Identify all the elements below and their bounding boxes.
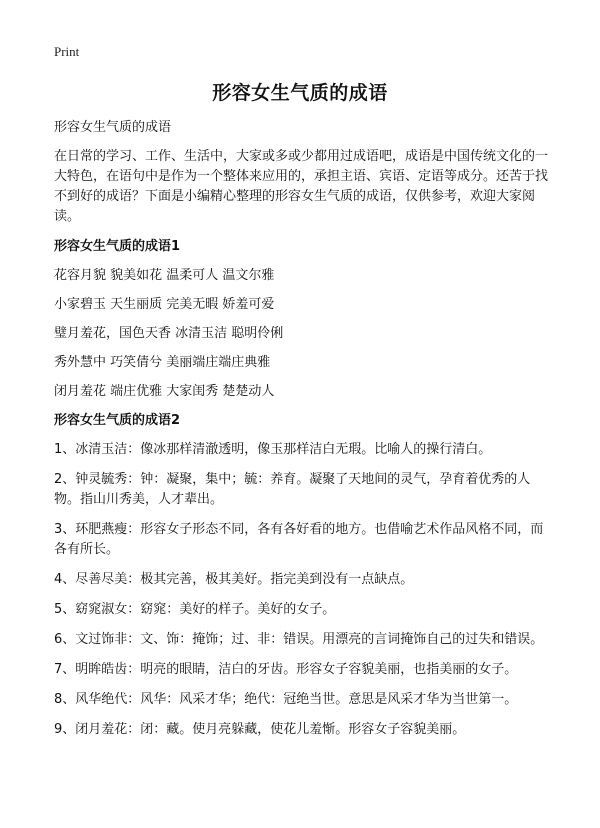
article-body — [54, 118, 554, 750]
definition-item: 8、风华绝代：风华：风采才华；绝代：冠绝当世。意思是风采才华为当世第一。 — [54, 692, 518, 707]
section-1-heading: 形容女生气质的成语1 — [54, 239, 181, 254]
print-link[interactable]: Print — [54, 44, 80, 59]
definition-item: 5、窈窕淑女：窈窕：美好的样子。美好的女子。 — [54, 602, 336, 617]
article-subtitle: 形容女生气质的成语 — [54, 120, 172, 135]
idiom-line: 闭月羞花 端庄优雅 大家闺秀 楚楚动人 — [54, 384, 275, 399]
page-title: 形容女生气质的成语 — [212, 82, 388, 104]
idiom-line: 小家碧玉 天生丽质 完美无暇 娇羞可爱 — [54, 297, 275, 312]
definition-item: 1、冰清玉洁：像冰那样清澈透明，像玉那样洁白无瑕。比喻人的操行清白。 — [54, 442, 492, 457]
idiom-line: 秀外慧中 巧笑倩兮 美丽端庄端庄典雅 — [54, 355, 271, 370]
section-2-heading: 形容女生气质的成语2 — [54, 413, 181, 428]
definition-item: 4、尽善尽美：极其完善，极其美好。指完美到没有一点缺点。 — [54, 572, 414, 587]
definition-item: 3、环肥燕瘦：形容女子形态不同，各有各好看的地方。也借喻艺术作品风格不同，而各有所长。 — [54, 522, 544, 557]
definition-item: 9、闭月羞花：闭：藏。使月亮躲藏，使花儿羞惭。形容女子容貌美丽。 — [54, 722, 466, 737]
definition-item: 2、钟灵毓秀：钟：凝聚，集中；毓：养育。凝聚了天地间的灵气，孕育着优秀的人物。指山川秀美，人才辈出。 — [54, 472, 531, 507]
definition-item: 6、文过饰非：文、饰：掩饰；过、非：错误。用漂亮的言词掩饰自己的过失和错误。 — [54, 632, 544, 647]
definition-item: 7、明眸皓齿：明亮的眼睛，洁白的牙齿。形容女子容貌美丽，也指美丽的女子。 — [54, 662, 518, 677]
idiom-line: 花容月貌 貌美如花 温柔可人 温文尔雅 — [54, 268, 275, 283]
intro-paragraph: 在日常的学习、工作、生活中，大家或多或少都用过成语吧，成语是中国传统文化的一大特色，在语句中是作为一个整体来应用的，承担主语、宾语、定语等成分。还苦于找不到好的成语？下面是小编精心整理的形容女生气质的成语，仅供参考，欢迎大家阅读。 — [54, 149, 549, 224]
idiom-line: 璧月羞花，国色天香 冰清玉洁 聪明伶俐 — [54, 326, 284, 341]
